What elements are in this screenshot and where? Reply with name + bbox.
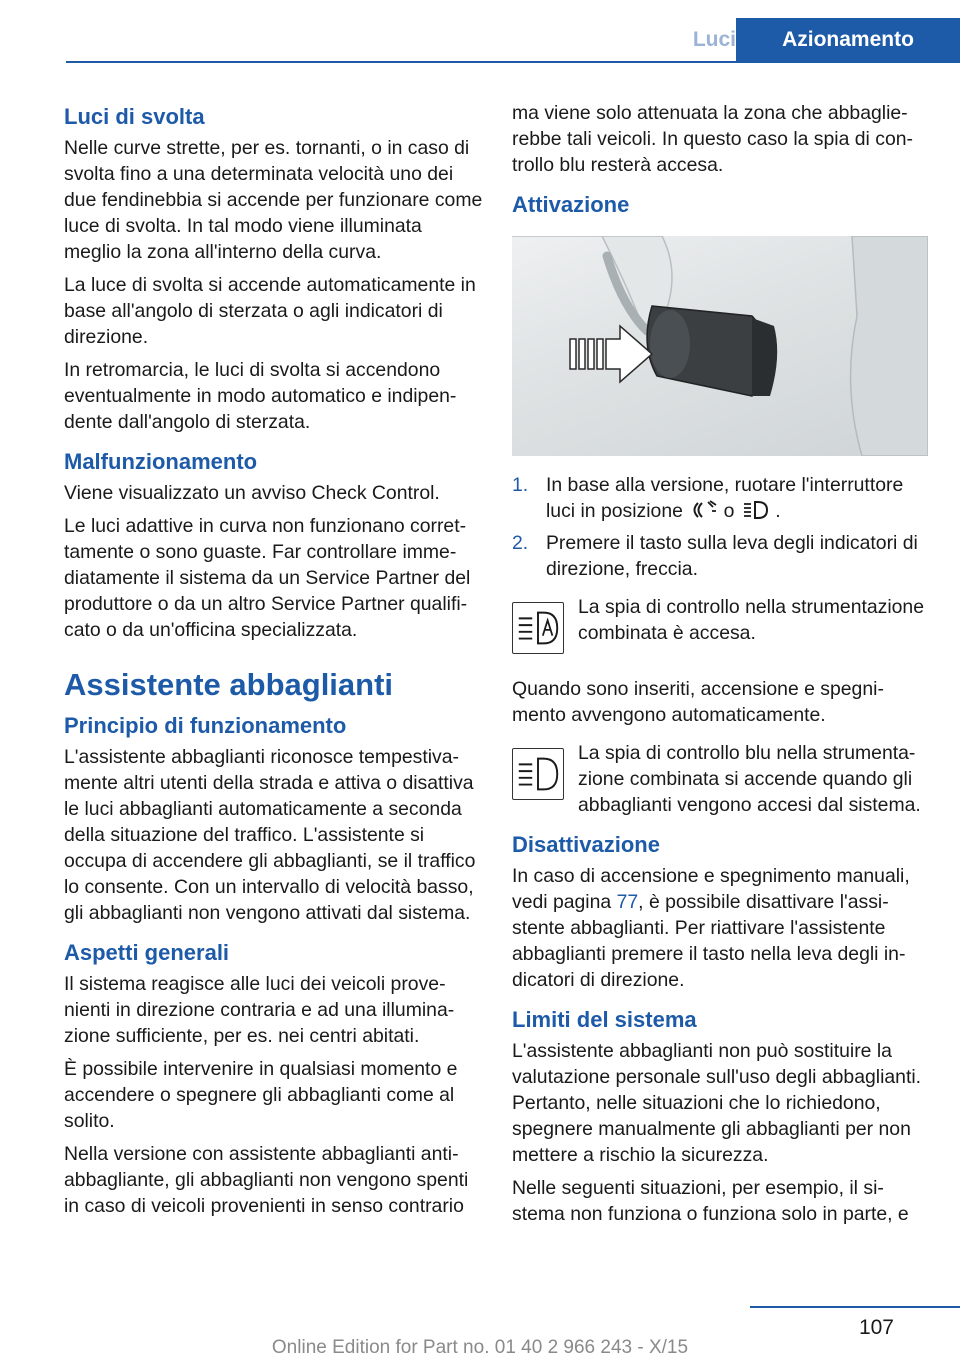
edition-footer: Online Edition for Part no. 01 40 2 966 243 - X/15 (271, 1337, 689, 1358)
paragraph: Nelle seguenti situazioni, per esempio, il sistema non funziona o funziona solo in parte, e (512, 1177, 909, 1225)
high-beam-assistant-icon (512, 602, 564, 654)
step-end: . (775, 500, 781, 522)
heading-luci-svolta: Luci di svolta (64, 104, 205, 129)
paragraph: Nella versione con assistente abbaglianti antiabbagliante, gli abbaglianti non vengono spenti in caso di veicoli provenienti in senso contrario (64, 1143, 469, 1217)
page-link[interactable]: 77 (616, 891, 639, 913)
heading-limiti: Limiti del sistema (512, 1007, 697, 1032)
page-header (66, 0, 960, 62)
left-column (64, 100, 484, 1226)
paragraph: In retromarcia, le luci di svolta si accendono eventualmente in modo automatico e indipendente dall'angolo di sterzata. (64, 359, 457, 433)
paragraph: ma viene solo attenuata la zona che abbaglierebbe tali veicoli. In questo caso la spia di controllo blu resterà accesa. (512, 102, 913, 176)
header-rule (66, 61, 960, 63)
page-number: 107 (858, 1316, 894, 1339)
footer-rule (750, 1306, 960, 1308)
paragraph: Quando sono inseriti, accensione e spegnimento avvengono automaticamente. (512, 678, 884, 726)
step-number: 1. (512, 474, 529, 496)
chapter-tab[interactable]: Azionamento (736, 18, 960, 61)
lever-illustration (512, 236, 928, 456)
heading-attivazione: Attivazione (512, 192, 630, 217)
turn-signal-lever-figure (512, 236, 928, 456)
text: , è possibile disattivare l'assistente abbaglianti. Per riattivare l'assistente abbaglianti premere il tasto nella leva degli indicatori di direzione. (512, 891, 906, 991)
note-text: La spia di controllo nella strumentazione combinata è accesa. (578, 596, 925, 644)
paragraph: L'assistente abbaglianti riconosce tempestivamente altri utenti della strada e attiva o disattiva le luci abbaglianti automaticamente a seconda della situazione del traffico. L'assistente si occupa di accendere gli abbaglianti, se il traffico lo consente. Con un intervallo di velocità basso, gli abbaglianti non vengono attivati dal sistema. (64, 746, 476, 924)
list-item (512, 472, 930, 524)
high-beam-icon (512, 748, 564, 800)
step-text: Premere il tasto sulla leva degli indicatori di direzione, freccia. (546, 532, 918, 580)
low-beam-position-icon (740, 499, 770, 521)
paragraph: Nelle curve strette, per es. tornanti, o in caso di svolta fino a una determinata velocità uno dei due fendinebbia si accende per funzionare come luce di svolta. In tal modo viene illuminata meglio la zona all'interno della curva. (64, 137, 483, 263)
step-or: o (723, 500, 735, 522)
note-text: La spia di controllo blu nella strumentazione combinata si accende quando gli abbaglianti vengono accesi dal sistema. (578, 742, 921, 816)
heading-assistente-abbaglianti: Assistente abbaglianti (64, 667, 394, 702)
paragraph (512, 863, 930, 993)
step-text: In base alla versione, ruotare l'interruttore luci in posizione (546, 474, 904, 522)
section-tab[interactable]: Luci (692, 28, 736, 51)
heading-malfunzionamento: Malfunzionamento (64, 449, 258, 474)
list-item (512, 530, 930, 582)
paragraph: Viene visualizzato un avviso Check Control. (64, 482, 440, 504)
text: In caso di accensione e spegnimento manuali, vedi pagina (512, 865, 910, 913)
paragraph: Il sistema reagisce alle luci dei veicoli provenienti in direzione contraria e ad una illuminazione sufficiente, per es. nei centri abitati. (64, 973, 455, 1047)
right-column (512, 100, 930, 1234)
heading-principio: Principio di funzionamento (64, 713, 347, 738)
auto-light-position-icon (688, 499, 718, 521)
blue-indicator-note (512, 740, 930, 818)
heading-aspetti-generali: Aspetti generali (64, 940, 230, 965)
paragraph: L'assistente abbaglianti non può sostituire la valutazione personale sull'uso degli abbaglianti. Pertanto, nelle situazioni che lo richiedono, spegnere manualmente gli abbaglianti per non mettere a rischio la sicurezza. (512, 1040, 922, 1166)
step-number: 2. (512, 532, 529, 554)
paragraph: La luce di svolta si accende automaticamente in base all'angolo di sterzata o agli indicatori di direzione. (64, 274, 476, 348)
paragraph: È possibile intervenire in qualsiasi momento e accendere o spegnere gli abbaglianti come al solito. (64, 1058, 458, 1132)
activation-steps (512, 472, 930, 582)
heading-disattivazione: Disattivazione (512, 832, 660, 857)
paragraph: Le luci adattive in curva non funzionano correttamente o sono guaste. Far controllare immediatamente il sistema da un Service Partner del produttore o da un altro Service Partner qualificato o da un'officina specializzata. (64, 515, 471, 641)
indicator-note (512, 594, 930, 666)
